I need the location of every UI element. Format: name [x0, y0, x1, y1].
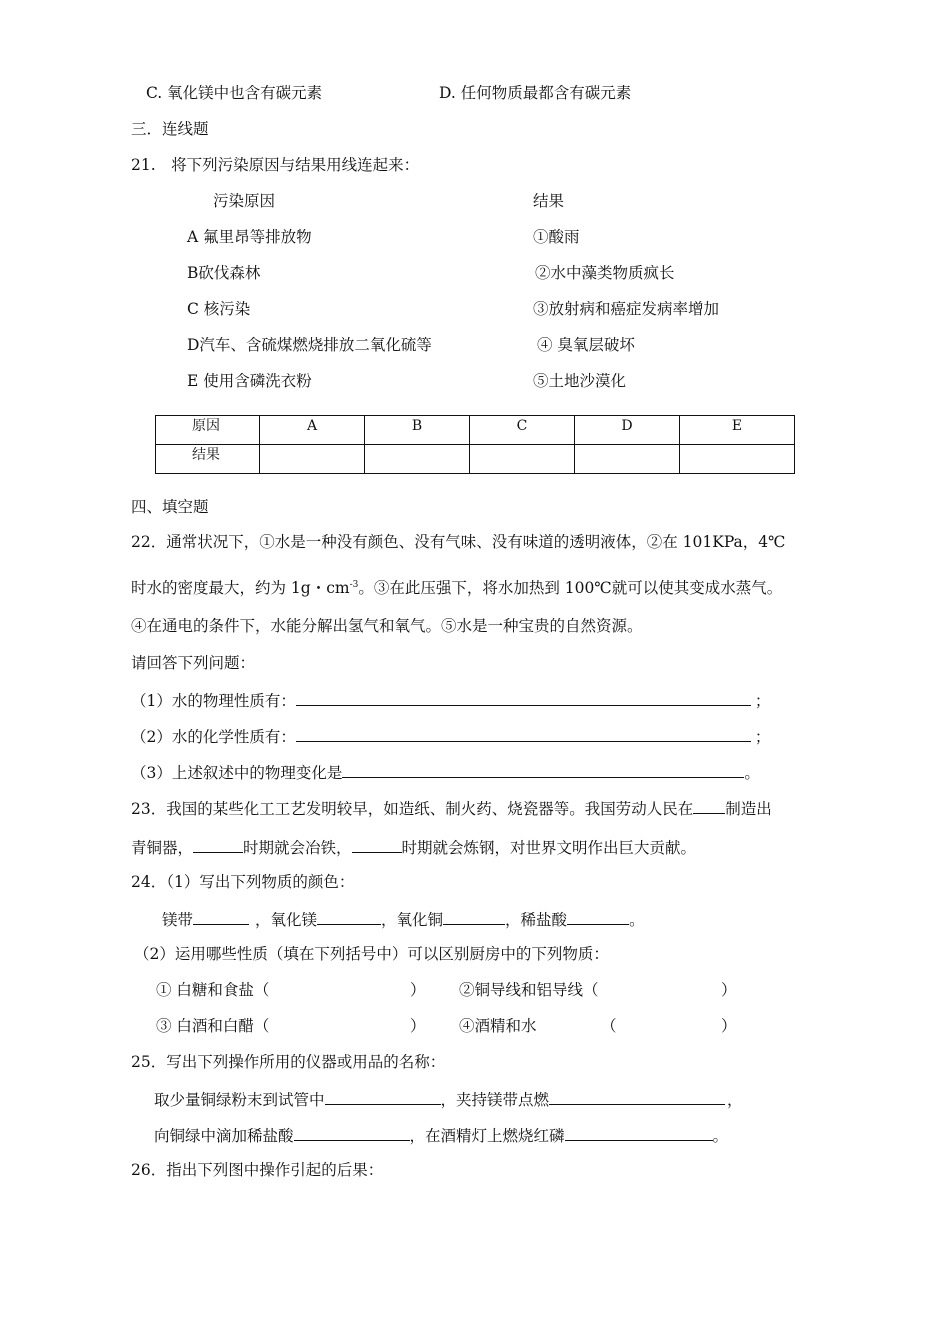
answer-cell[interactable]	[260, 445, 365, 474]
q25-text: 取少量铜绿粉末到试管中	[154, 1091, 325, 1109]
q24-close-paren: ）	[721, 1017, 737, 1035]
answer-blank[interactable]	[325, 1088, 441, 1105]
question-23-line-2	[131, 836, 696, 858]
cause-header: 污染原因	[213, 192, 276, 210]
punct: 。	[712, 1127, 729, 1145]
table-header-cell: A	[260, 416, 365, 445]
question-21-stem: 21. 将下列污染原因与结果用线连起来：	[131, 156, 420, 174]
q24-open-paren: （	[601, 1017, 617, 1035]
section-title-4: 四、填空题	[131, 498, 209, 516]
result-item: ④ 臭氧层破坏	[537, 336, 635, 354]
q25-text: ，在酒精灯上燃烧红磷	[409, 1127, 565, 1145]
matching-table	[155, 415, 795, 474]
answer-blank[interactable]	[443, 908, 505, 925]
cause-item: D汽车、含硫煤燃烧排放二氧化硫等	[187, 336, 432, 354]
answer-blank[interactable]	[317, 908, 381, 925]
q23-text: 制造出	[725, 800, 772, 818]
punct: ；	[754, 692, 771, 710]
table-header-cell: C	[470, 416, 575, 445]
cause-item: B砍伐森林	[187, 264, 261, 282]
option-c: C. 氧化镁中也含有碳元素	[146, 84, 323, 102]
answer-blank[interactable]	[296, 689, 751, 706]
answer-cell[interactable]	[680, 445, 795, 474]
q24-item-1: ① 白糖和食盐（	[156, 981, 270, 999]
q24-text: ，氧化铜	[381, 911, 444, 929]
question-24-line-1: 24．（1）写出下列物质的颜色：	[131, 873, 355, 891]
question-22-line-3: ④在通电的条件下，水能分解出氢气和氧气。⑤水是一种宝贵的自然资源。	[131, 617, 643, 635]
q22-part-label: （2）水的化学性质有：	[131, 728, 296, 746]
punct: ；	[754, 728, 771, 746]
q23-text: 时期就会炼钢，对世界文明作出巨大贡献。	[401, 839, 697, 857]
table-header-cell: B	[365, 416, 470, 445]
section-title-3: 三．连线题	[131, 120, 209, 138]
result-item: ⑤土地沙漠化	[533, 372, 627, 390]
result-item: ①酸雨	[533, 228, 580, 246]
cause-item: C 核污染	[187, 300, 251, 318]
q24-close-paren: ）	[721, 981, 737, 999]
q22-part-label: （3）上述叙述中的物理变化是	[131, 764, 343, 782]
table-row-label: 结果	[156, 445, 260, 474]
answer-blank[interactable]	[549, 1088, 725, 1105]
q23-text: 青铜器，	[131, 839, 194, 857]
punct: ，	[727, 1091, 743, 1109]
q24-text: ，氧化镁	[255, 911, 318, 929]
cause-item: E 使用含磷洗衣粉	[187, 372, 312, 390]
answer-blank[interactable]	[296, 725, 751, 742]
result-header: 结果	[533, 192, 565, 210]
table-header-cell: E	[680, 416, 795, 445]
q24-close-paren: ）	[410, 1017, 426, 1035]
q22-part-label: （1）水的物理性质有：	[131, 692, 296, 710]
punct: 。	[744, 764, 760, 782]
q25-text: ，夹持镁带点燃	[440, 1091, 550, 1109]
cause-item: A 氟里昂等排放物	[187, 228, 312, 246]
answer-cell[interactable]	[470, 445, 575, 474]
answer-blank[interactable]	[567, 908, 629, 925]
q22-part-2	[131, 725, 770, 747]
q24-text: ，稀盐酸	[505, 911, 568, 929]
question-24-colors	[162, 908, 645, 930]
answer-blank[interactable]	[193, 836, 243, 853]
answer-blank[interactable]	[193, 908, 249, 925]
q24-item-2: ②铜导线和铝导线（	[459, 981, 599, 999]
q24-item-3: ③ 白酒和白醋（	[156, 1017, 270, 1035]
question-26: 26．指出下列图中操作引起的后果：	[131, 1161, 384, 1179]
question-22-line-2	[131, 575, 782, 598]
q22-part-1	[131, 689, 770, 711]
result-item: ②水中藻类物质疯长	[535, 264, 675, 282]
answer-cell[interactable]	[365, 445, 470, 474]
q22-text: 时水的密度最大，约为 1g・cm	[131, 579, 350, 598]
q24-close-paren: ）	[410, 981, 426, 999]
q24-text: 。	[629, 911, 645, 929]
question-25-line-2	[154, 1088, 743, 1110]
q23-text: 23．我国的某些化工工艺发明较早，如造纸、制火药、烧瓷器等。我国劳动人民在	[131, 800, 694, 818]
answer-cell[interactable]	[575, 445, 680, 474]
q24-text: 镁带	[162, 911, 194, 929]
question-23-line-1	[131, 797, 772, 819]
question-24-line-3: （2）运用哪些性质（填在下列括号中）可以区别厨房中的下列物质：	[134, 945, 609, 963]
q22-superscript: -3	[349, 580, 359, 590]
result-item: ③放射病和癌症发病率增加	[533, 300, 720, 318]
question-25-line-3	[154, 1124, 728, 1146]
question-22-ask: 请回答下列问题：	[131, 654, 256, 672]
q24-item-4: ④酒精和水	[459, 1017, 537, 1035]
answer-blank[interactable]	[565, 1124, 713, 1141]
q22-part-3	[131, 761, 760, 783]
q23-text: 时期就会冶铁，	[243, 839, 352, 857]
answer-blank[interactable]	[352, 836, 402, 853]
q22-text: 。③在此压强下，将水加热到 100℃就可以使其变成水蒸气。	[358, 579, 783, 598]
answer-blank[interactable]	[294, 1124, 410, 1141]
question-22-line-1: 22．通常状况下，①水是一种没有颜色、没有气味、没有味道的透明液体，②在 101KPa，4℃	[131, 533, 786, 551]
answer-blank[interactable]	[693, 797, 725, 814]
table-row-label: 原因	[156, 416, 260, 445]
question-25-line-1: 25．写出下列操作所用的仪器或用品的名称：	[131, 1053, 446, 1071]
answer-blank[interactable]	[342, 761, 744, 778]
table-header-cell: D	[575, 416, 680, 445]
option-d: D. 任何物质最都含有碳元素	[439, 84, 632, 102]
q25-text: 向铜绿中滴加稀盐酸	[154, 1127, 294, 1145]
